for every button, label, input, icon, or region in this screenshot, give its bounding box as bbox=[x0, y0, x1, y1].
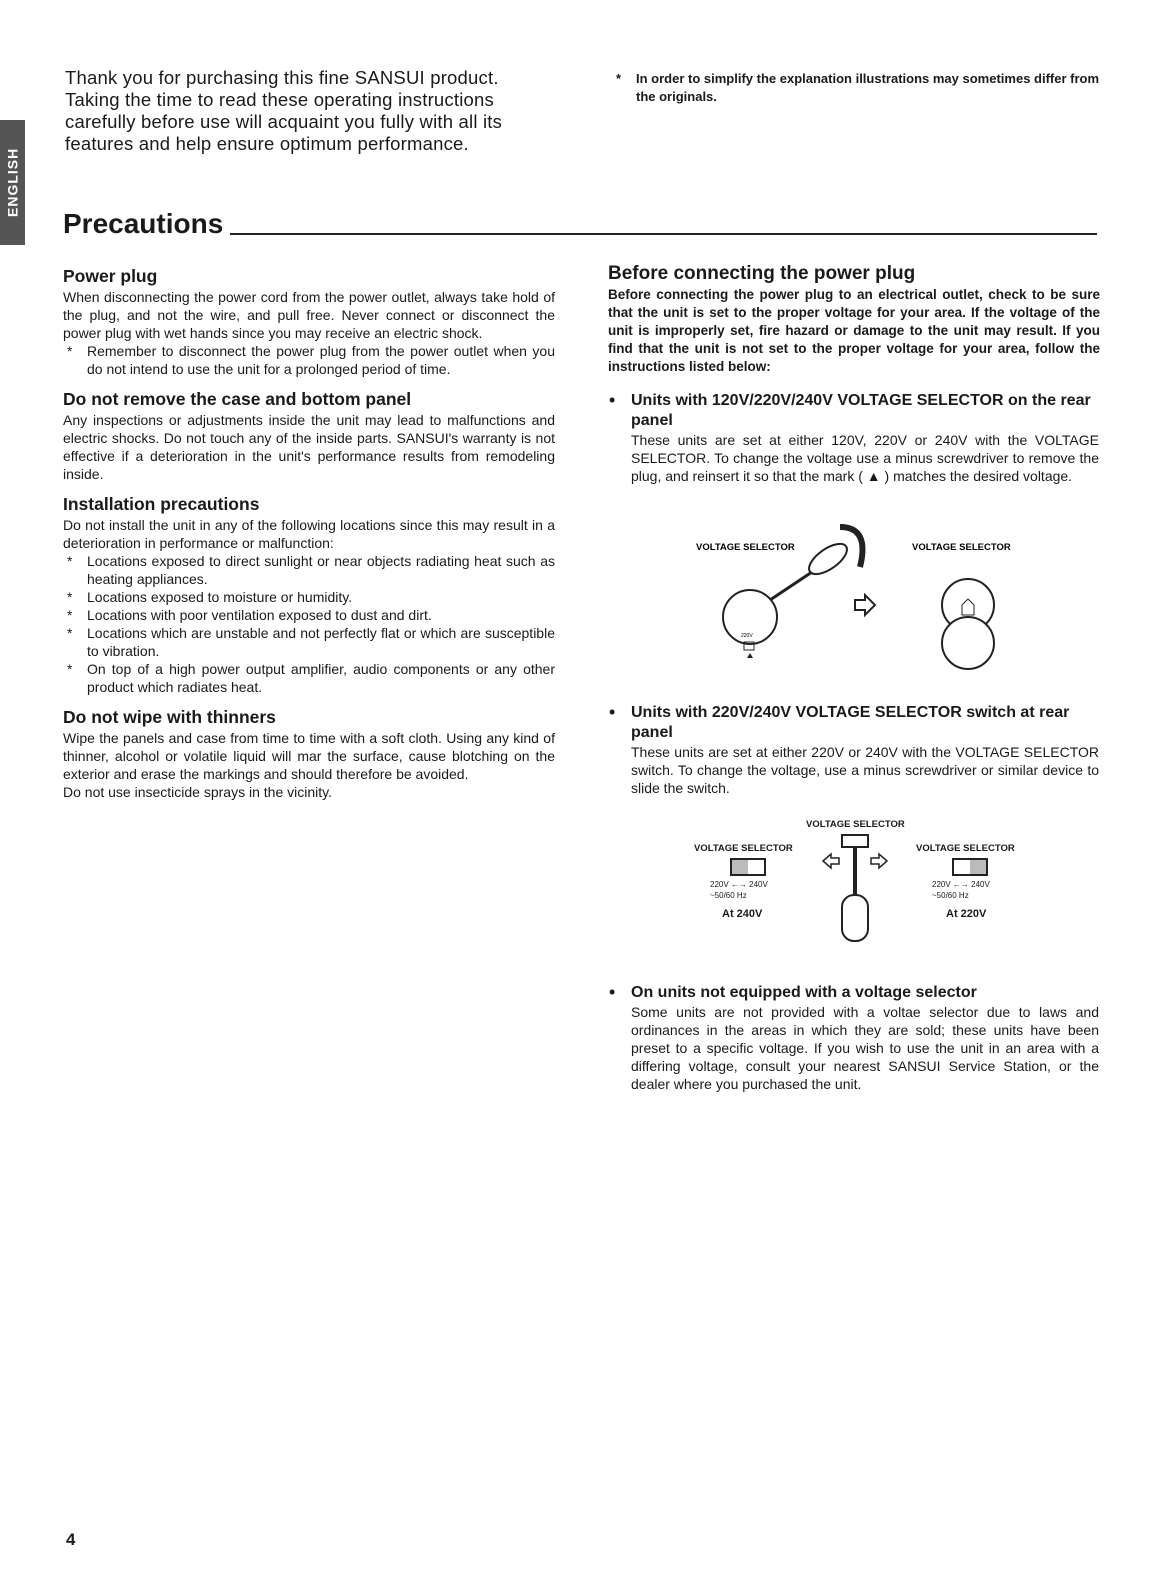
bullet-text: Remember to disconnect the power plug from the power outlet when you do not intend to use the unit for a prolonged period of time. bbox=[87, 343, 555, 377]
at-240v: At 240V bbox=[722, 908, 763, 920]
section-title: Do not remove the case and bottom panel bbox=[63, 389, 412, 409]
asterisk: * bbox=[616, 71, 622, 86]
bullet-text: Locations with poor ventilation exposed to dust and dirt. bbox=[87, 607, 432, 623]
socket-mark bbox=[962, 599, 974, 615]
bullet-text: On top of a high power output amplifier, audio components or any other product which radiates heat. bbox=[87, 661, 555, 695]
fig2-label-center: VOLTAGE SELECTOR bbox=[806, 819, 905, 830]
bullet-text: Locations exposed to direct sunlight or near objects radiating heat such as heating appliances. bbox=[87, 553, 555, 587]
mark-triangle-icon bbox=[747, 653, 753, 658]
item-2-way-selector: • Units with 220V/240V VOLTAGE SELECTOR switch at rear panel These units are set at either 220V or 240V with the VOLTAGE SELECTOR switch. To change the voltage, use a minus screwdriver or similar device to slide the switch. bbox=[609, 702, 1099, 796]
bullet: * Remember to disconnect the power plug from the power outlet when you do not intend to use the unit for a prolonged period of time. bbox=[67, 343, 555, 377]
section-title: Before connecting the power plug bbox=[608, 263, 916, 284]
range-right: 220V ←→ 240V bbox=[932, 880, 990, 889]
item-title: On units not equipped with a voltage selector bbox=[631, 984, 977, 1001]
page-number: 4 bbox=[66, 1530, 76, 1549]
heading-rule bbox=[230, 233, 1097, 235]
section-case bbox=[63, 388, 555, 483]
item-body: These units are set at either 220V or 240V with the VOLTAGE SELECTOR switch. To change the voltage, use a minus screwdriver or similar device to slide the switch. bbox=[631, 744, 1099, 796]
dial-220v: 220V bbox=[741, 633, 753, 639]
section-power-plug bbox=[63, 265, 555, 378]
bullet: * On top of a high power output amplifier, audio components or any other product which radiates heat. bbox=[67, 661, 555, 695]
section-title: Do not wipe with thinners bbox=[63, 707, 276, 727]
screwdriver-shaft bbox=[770, 570, 815, 600]
switch-240v-icon bbox=[730, 858, 766, 876]
section-body: Wipe the panels and case from time to time with a soft cloth. Using any kind of thinner, alcohol or volatile liquid will mar the surface, cause blotching on the exterior and erase the markings and should therefore be avoided. bbox=[63, 730, 555, 782]
range-left: 220V ←→ 240V bbox=[710, 880, 768, 889]
note-text: In order to simplify the explanation illustrations may sometimes differ from the originals. bbox=[636, 71, 1100, 104]
right-arrow-icon bbox=[855, 595, 875, 615]
illustration-note bbox=[612, 70, 1102, 106]
section-installation bbox=[63, 493, 555, 696]
page-title: Precautions bbox=[63, 208, 224, 239]
language-tab: ENGLISH bbox=[0, 120, 25, 245]
bullet: * Locations exposed to moisture or humidity. bbox=[63, 588, 555, 606]
hz-left: ~50/60 Hz bbox=[710, 891, 747, 900]
screwdriver-handle bbox=[804, 538, 852, 580]
item-no-selector: • On units not equipped with a voltage selector Some units are not provided with a voltae selector due to laws and ordinances in the areas in which they are sold; these units have been preset to a specific voltage. If you wish to use the unit in an area with a differing voltage, consult your nearest SANSUI Service Station, or the dealer where you purchased the unit. bbox=[609, 982, 1099, 1092]
item-3-way-selector: • Units with 120V/220V/240V VOLTAGE SELECTOR on the rear panel These units are set at either 120V, 220V or 240V with the VOLTAGE SELECTOR. To change the voltage use a minus screwdriver to remove the plug, and reinsert it so that the mark ( ▲ ) matches the desired voltage. bbox=[609, 390, 1099, 484]
bullet-text: Locations which are unstable and not perfectly flat or which are susceptible to vibration. bbox=[87, 625, 555, 659]
section-body: Do not use insecticide sprays in the vicinity. bbox=[63, 784, 332, 800]
section-body: Before connecting the power plug to an electrical outlet, check to be sure that the unit is set to the proper voltage for your area. If the voltage of the unit is improperly set, fire hazard or damage to the unit may result. If you find that the unit is not set to the proper voltage for your area, follow the instructions listed below: bbox=[608, 287, 1100, 374]
bullet: * Locations with poor ventilation exposed to dust and dirt. bbox=[63, 606, 555, 624]
section-body: Do not install the unit in any of the following locations since this may result in a deterioration in performance or malfunction: bbox=[63, 517, 555, 551]
fig2-label-right: VOLTAGE SELECTOR bbox=[916, 843, 1015, 854]
item-body: These units are set at either 120V, 220V or 240V with the VOLTAGE SELECTOR. To change the voltage use a minus screwdriver to remove the plug, and reinsert it so that the mark ( ▲ ) matches the desired voltage. bbox=[631, 432, 1099, 484]
fig1-label-right: VOLTAGE SELECTOR bbox=[912, 542, 1011, 553]
section-thinners bbox=[63, 706, 555, 801]
item-title: Units with 120V/220V/240V VOLTAGE SELECTOR on the rear panel bbox=[631, 392, 1091, 429]
switch-220v-icon bbox=[952, 858, 988, 876]
intro-text: Thank you for purchasing this fine SANSUI product. Taking the time to read these operating instructions carefully before use will acquaint you fully with all its features and help ensure optimum performance. bbox=[65, 67, 503, 154]
figure-rotary-selector bbox=[600, 515, 1040, 685]
figure-slide-switch bbox=[680, 815, 1040, 950]
fig2-label-left: VOLTAGE SELECTOR bbox=[694, 843, 793, 854]
section-title: Installation precautions bbox=[63, 494, 260, 514]
section-title: Power plug bbox=[63, 266, 158, 286]
fig1-label-left: VOLTAGE SELECTOR bbox=[696, 542, 795, 553]
screwdriver-icon bbox=[820, 833, 890, 951]
item-title: Units with 220V/240V VOLTAGE SELECTOR switch at rear panel bbox=[631, 704, 1070, 741]
bullet: * Locations which are unstable and not perfectly flat or which are susceptible to vibration. bbox=[67, 625, 555, 659]
bullet-text: Locations exposed to moisture or humidity. bbox=[87, 589, 353, 605]
item-body: Some units are not provided with a voltae selector due to laws and ordinances in the areas in which they are sold; these units have been preset to a specific voltage. If you wish to use the unit in an area with a differing voltage, consult your nearest SANSUI Service Station, or the dealer where you purchased the unit. bbox=[631, 1004, 1099, 1092]
hz-right: ~50/60 Hz bbox=[932, 891, 969, 900]
right-intro bbox=[608, 263, 1100, 376]
at-220v: At 220V bbox=[946, 908, 987, 920]
section-body: Any inspections or adjustments inside the unit may lead to malfunctions and electric shocks. Do not touch any of the inside parts. SANSUI's warranty is not effective if a deterioration in the unit's performance results from remodeling inside. bbox=[63, 412, 555, 482]
section-body: When disconnecting the power cord from the power outlet, always take hold of the plug, and not the wire, and pull free. Never connect or disconnect the power plug with wet hands since you may receive an electric shock. bbox=[63, 289, 555, 341]
left-column bbox=[63, 265, 555, 811]
selector-plug-removed bbox=[942, 617, 994, 669]
bullet: * Locations exposed to direct sunlight or near objects radiating heat such as heating appliances. bbox=[67, 553, 555, 587]
